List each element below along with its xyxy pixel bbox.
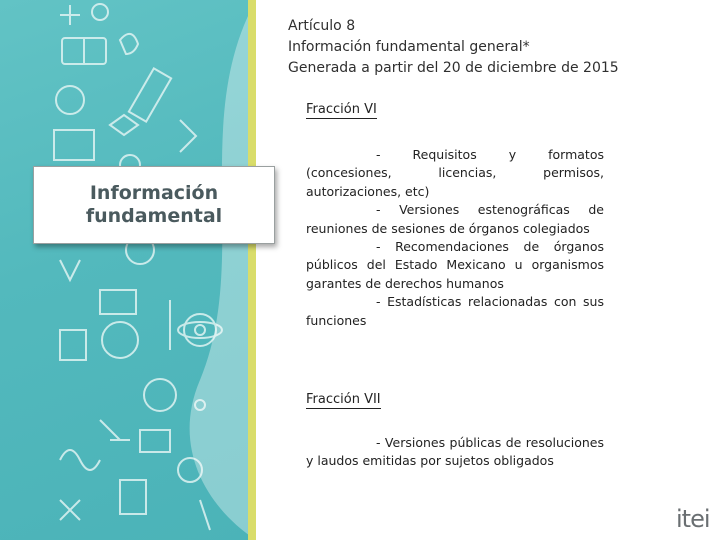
- education-doodles-illustration: [0, 0, 256, 540]
- article-date-note: Generada a partir del 20 de diciembre de 2015: [288, 60, 619, 76]
- title-badge: [33, 166, 275, 244]
- list-item: - Recomendaciones de órganos públicos del Estado Mexicano u organismos garantes de derechos humanos: [306, 239, 604, 291]
- section-label-fraccion-vii: Fracción VII: [306, 392, 381, 407]
- section-body-fraccion-vii: [306, 434, 604, 471]
- article-subtitle: Información fundamental general*: [288, 39, 530, 55]
- list-item: - Requisitos y formatos (concesiones, licencias, permisos, autorizaciones, etc): [306, 147, 604, 199]
- list-item: - Versiones estenográficas de reuniones de sesiones de órganos colegiados: [306, 202, 604, 236]
- decorative-panel: [0, 0, 256, 540]
- itei-logo: itei: [676, 505, 710, 533]
- list-item: - Estadísticas relacionadas con sus funciones: [306, 294, 604, 328]
- section-label-fraccion-vi: Fracción VI: [306, 102, 377, 117]
- badge-text: Información fundamental: [85, 182, 223, 227]
- page-header: [288, 16, 708, 79]
- article-title: Artículo 8: [288, 18, 356, 34]
- accent-stripe: [248, 0, 256, 540]
- section-body-fraccion-vi: [306, 146, 604, 330]
- list-item: - Versiones públicas de resoluciones y laudos emitidas por sujetos obligados: [306, 435, 604, 469]
